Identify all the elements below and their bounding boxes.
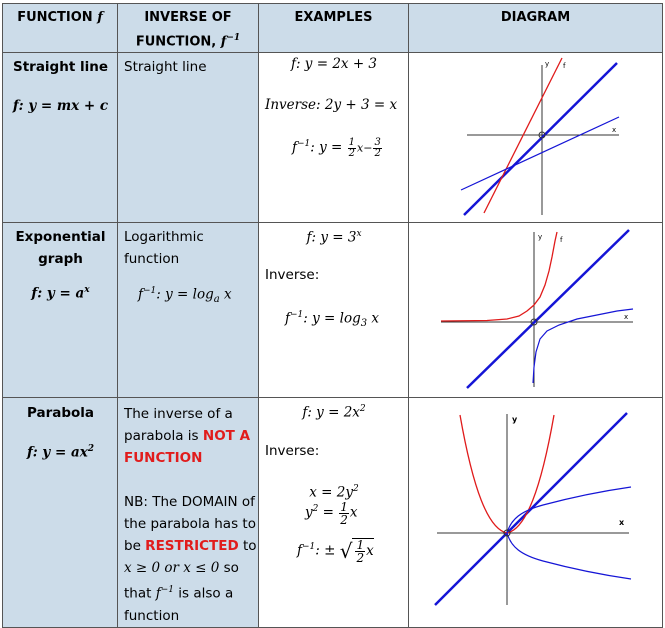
straight-line-name: Straight line	[12, 59, 109, 76]
parabola-eq3-frac: $\frac{1}{2}$	[356, 538, 365, 566]
exp-example-result: $f^{-1}$: $y = \log_3 x$	[285, 310, 380, 330]
straight-axis-y-label: y	[545, 60, 550, 69]
exp-general: f: $y = a^x$	[31, 285, 90, 302]
straight-example-inverse: Inverse: 2y + 3 = x	[265, 97, 398, 114]
row-exponential	[3, 223, 663, 398]
parabola-eq2-frac: $\frac{1}{2}$	[340, 499, 348, 527]
parabola-eq2: $y^2$ = $\frac{1}{2}$ x	[305, 499, 358, 527]
straight-examples-cell	[259, 53, 409, 223]
functions-table	[2, 3, 663, 628]
parabola-eq3: $f^{-1}$: ± √ $\frac{1}{2}$ x	[297, 538, 374, 566]
exp-diagram-cell	[409, 223, 663, 398]
parabola-axis-x-label: x	[619, 518, 625, 528]
exp-inverse-cell	[118, 223, 259, 398]
exp-example-inverse-label: Inverse:	[265, 267, 320, 284]
straight-example-result: $f^{-1}$: y = $\frac{1}{2}$ x− $\frac{3}{2}$	[292, 136, 381, 159]
exp-name-1: Exponential	[15, 229, 106, 246]
row-parabola	[3, 398, 663, 628]
exp-curve-label: f	[560, 236, 563, 245]
sqrt-sign: √	[339, 539, 353, 564]
straight-frac-2: $\frac{3}{2}$	[374, 136, 381, 159]
parabola-name: Parabola	[26, 405, 95, 422]
header-examples: EXAMPLES	[259, 4, 409, 53]
straight-line-graph	[459, 55, 625, 221]
exp-examples-cell	[259, 223, 409, 398]
header-inverse: INVERSE OF FUNCTION, $f^{-1}$	[118, 4, 259, 53]
straight-diagram-cell	[409, 53, 663, 223]
straight-inverse-name: Straight line	[124, 59, 207, 76]
straight-frac-1: $\frac{1}{2}$	[348, 136, 356, 159]
exp-inverse-name-1: Logarithmic	[124, 229, 204, 246]
straight-function-cell	[3, 53, 118, 223]
parabola-eq1: $x = 2y^2$	[309, 484, 359, 501]
parabola-example-inverse-label: Inverse:	[265, 443, 320, 460]
straight-inverse-cell	[118, 53, 259, 223]
exp-name-2: graph	[38, 251, 83, 268]
row-straight-line	[3, 53, 663, 223]
parabola-graph	[433, 409, 633, 609]
straight-example-fn: f: y = 2x + 3	[290, 56, 378, 73]
exponential-graph	[437, 227, 637, 393]
header-diagram: DIAGRAM	[409, 4, 663, 53]
parabola-inverse-text: The inverse of a parabola is NOT A FUNCTION NB: The DOMAIN of the parabola has to be RESTRICTED to x ≥ 0 or x ≤ 0 so that $f^{-1}$ is also a function	[124, 406, 257, 624]
parabola-general: f: $y = ax^2$	[26, 444, 95, 461]
straight-curve-label: f	[563, 62, 566, 71]
exp-axis-x-label: x	[624, 313, 629, 322]
exp-function-cell	[3, 223, 118, 398]
header-row	[3, 4, 663, 53]
parabola-diagram-cell	[409, 398, 663, 628]
straight-line-general: f: y = mx + c	[12, 98, 109, 115]
parabola-axis-y-label: y	[512, 415, 518, 425]
parabola-examples-cell	[259, 398, 409, 628]
exp-axis-y-label: y	[538, 233, 543, 242]
straight-axis-x-label: x	[612, 126, 617, 135]
sqrt-body: $\frac{1}{2}$ x	[352, 538, 373, 564]
exp-inverse-name-2: function	[124, 251, 180, 268]
exp-example-fn: f: $y = 3^x$	[306, 229, 362, 246]
parabola-function-cell	[3, 398, 118, 628]
header-function: FUNCTION f	[3, 4, 118, 53]
parabola-inverse-cell	[118, 398, 259, 628]
exp-inverse-fn: $f^{-1}$: $y = \log_a x$	[138, 286, 232, 306]
parabola-example-fn: f: $y = 2x^2$	[302, 404, 366, 421]
